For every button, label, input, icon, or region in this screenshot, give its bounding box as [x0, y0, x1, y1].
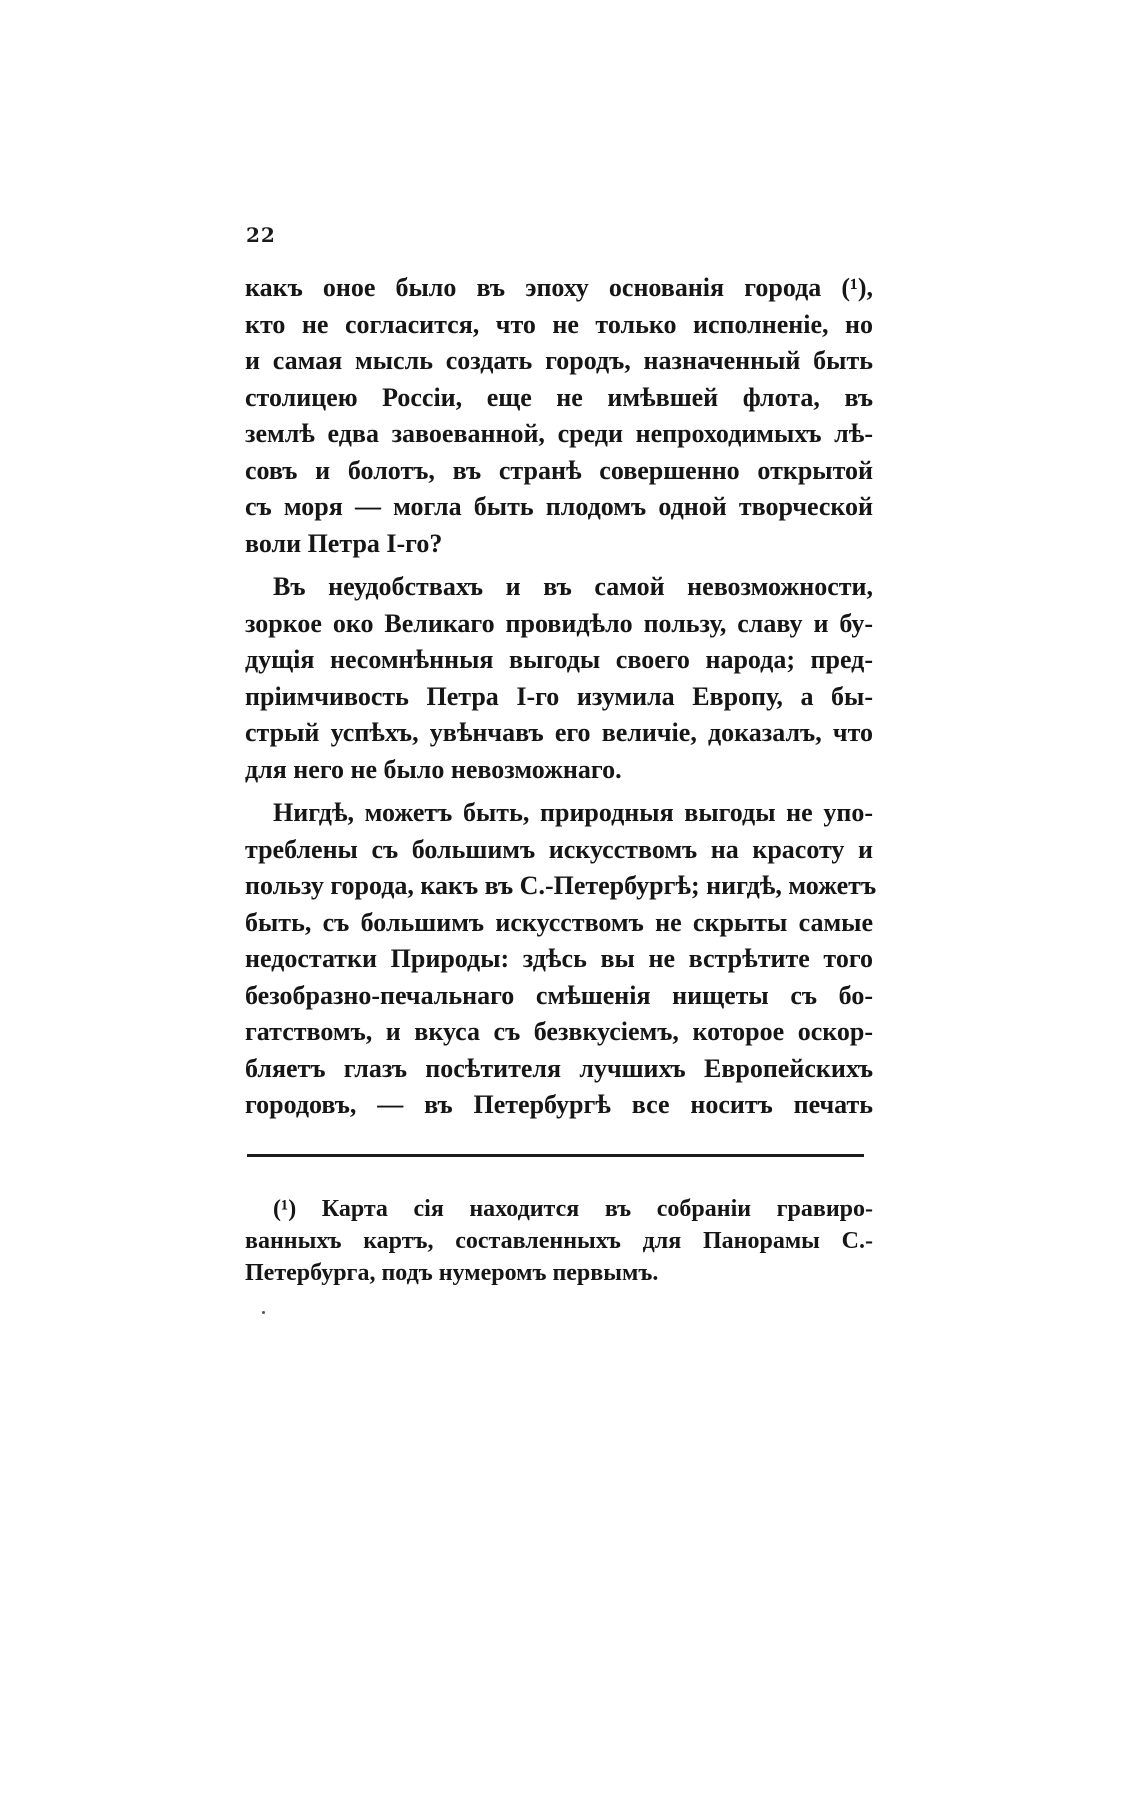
text-line: треблены съ большимъ искусствомъ на красоту и: [245, 834, 873, 864]
text-line: недостатки Природы: здѣсь вы не встрѣтите того: [245, 944, 873, 973]
body-text: [245, 270, 877, 1124]
text-line: городовъ, — въ Петербургѣ все носитъ печать: [245, 1090, 873, 1119]
text-line: пріимчивость Петра І-го изумила Европу, а бы-: [245, 681, 873, 711]
paragraph-3: [245, 795, 877, 1124]
text-line: землѣ едва завоеванной, среди непроходимыхъ лѣ-: [245, 419, 873, 448]
text-line: дущія несомнѣнныя выгоды своего народа; пред-: [245, 645, 873, 674]
text-line: бляетъ глазъ посѣтителя лучшихъ Европейскихъ: [245, 1053, 873, 1083]
footnote-divider: [247, 1154, 864, 1157]
footnote: [245, 1193, 873, 1289]
text-line: и самая мысль создать городъ, назначенный быть: [245, 346, 873, 375]
text-line: столицею Россіи, еще не имѣвшей флота, въ: [245, 382, 873, 412]
text-line: гатствомъ, и вкуса съ безвкусіемъ, которое оскор-: [245, 1017, 873, 1046]
text-line: съ моря — могла быть плодомъ одной творческой: [245, 492, 873, 521]
text-line: воли Петра І-го?: [245, 528, 443, 558]
text-line: какъ оное было въ эпоху основанія города (¹),: [245, 273, 873, 302]
text-line: пользу города, какъ въ С.-Петербургѣ; нигдѣ, можетъ: [245, 871, 877, 900]
text-line: Въ неудобствахъ и въ самой невозможности,: [273, 572, 873, 601]
text-line: для него не было невозможнаго.: [245, 754, 622, 784]
text-line: совъ и болотъ, въ странѣ совершенно открытой: [245, 455, 873, 485]
footnote-line: (¹) Карта сія находится въ собраніи гравиро-: [273, 1196, 873, 1222]
text-line: кто не согласится, что не только исполненіе, но: [245, 309, 873, 339]
footnote-line: Петербурга, подъ нумеромъ первымъ.: [245, 1260, 659, 1286]
text-line: Нигдѣ, можетъ быть, природныя выгоды не упо-: [273, 798, 873, 827]
print-speck: [262, 1311, 265, 1314]
text-line: быть, съ большимъ искусствомъ не скрыты самые: [245, 907, 873, 937]
text-line: зоркое око Великаго провидѣло пользу, славу и бу-: [245, 608, 873, 638]
page-number: 22: [246, 223, 276, 247]
paragraph-1: [245, 270, 873, 562]
text-line: стрый успѣхъ, увѣнчавъ его величіе, доказалъ, что: [245, 718, 873, 747]
paragraph-2: [245, 569, 873, 788]
footnote-line: ванныхъ картъ, составленныхъ для Панорамы С.-: [245, 1228, 873, 1254]
text-line: безобразно-печальнаго смѣшенія нищеты съ бо-: [245, 980, 873, 1010]
